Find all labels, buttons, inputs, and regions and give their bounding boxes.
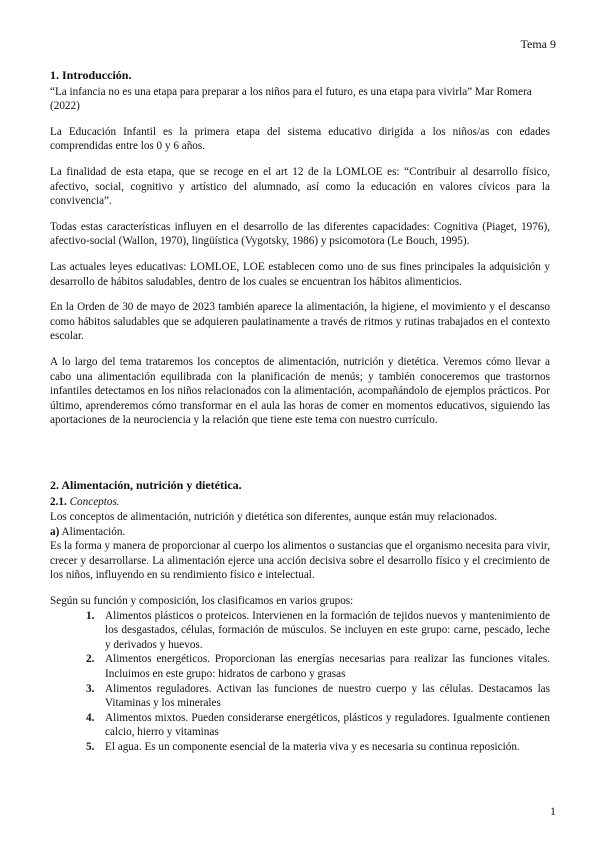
- intro-quote: “La infancia no es una etapa para preparar a los niños para el futuro, es una etapa para vivirla” Mar Romera (2022): [50, 85, 532, 113]
- section-2-heading: 2. Alimentación, nutrición y dietética.: [50, 477, 242, 492]
- list-text: Alimentos reguladores. Activan las funciones de nuestro cuerpo y las células. Destacamos las Vitaminas y los minerales: [105, 682, 550, 710]
- list-item: [50, 652, 550, 681]
- subsection-title: Conceptos.: [69, 496, 120, 509]
- list-number: 3.: [86, 682, 95, 695]
- list-item: [50, 609, 550, 653]
- list-number: 4.: [86, 711, 95, 724]
- document-body: [50, 68, 550, 755]
- page-number: 1: [550, 804, 556, 818]
- subsection-number: 2.1.: [50, 496, 67, 509]
- paragraph-4: Las actuales leyes educativas: LOMLOE, LOE establecen como uno de sus fines principales la adquisición y desarrollo de hábitos saludables, dentro de los cuales se encuentran los hábitos alimenticios.: [50, 260, 550, 288]
- list-text: Alimentos mixtos. Pueden considerarse energéticos, plásticos y reguladores. Igualmente contienen calcio, hierro y vitaminas: [105, 711, 550, 739]
- list-text: El agua. Es un componente esencial de la materia viva y es necesaria su continua reposición.: [105, 740, 520, 753]
- list-item: [50, 711, 550, 740]
- list-number: 1.: [86, 609, 95, 622]
- paragraph-2: La finalidad de esta etapa, que se recoge en el art 12 de la LOMLOE es: “Contribuir al desarrollo físico, afectivo, social, cognitivo y artístico del alumnado, así como la educación en valores cívicos para la convivencia”.: [50, 165, 550, 208]
- list-item: [50, 740, 550, 755]
- page-header-tema: Tema 9: [520, 37, 556, 51]
- list-number: 2.: [86, 653, 95, 666]
- section-2: [50, 478, 550, 755]
- food-groups-list: [50, 609, 550, 755]
- alimentacion-definition: Es la forma y manera de proporcionar al cuerpo los alimentos o sustancias que el organismo necesita para vivir, crecer y desarrollarse. La alimentación ejerce una acción decisiva sobre el desarrollo físico y el crecimiento de los niños, influyendo en su rendimiento físico e intelectual.: [50, 540, 550, 582]
- subsubsection-letter: a): [50, 525, 60, 538]
- paragraph-3: Todas estas características influyen en el desarrollo de las diferentes capacidades: Cognitiva (Piaget, 1976), afectivo-social (Wallon, 1970), lingüística (Vygotsky, 1986) y psicomotora (Le Bouch, 1995).: [50, 220, 550, 248]
- subsubsection-title: Alimentación.: [61, 525, 126, 538]
- list-item: [50, 682, 550, 711]
- section-1-heading: 1. Introducción.: [50, 68, 132, 82]
- subsubsection-a: [50, 525, 550, 540]
- concepts-intro: Los conceptos de alimentación, nutrición y dietética son diferentes, aunque están muy relacionados.: [50, 511, 498, 524]
- paragraph-1: La Educación Infantil es la primera etapa del sistema educativo dirigida a los niños/as con edades comprendidas entre los 0 y 6 años.: [50, 125, 550, 153]
- list-text: Alimentos energéticos. Proporcionan las energías necesarias para realizar las funciones vitales. Incluimos en este grupo: hidratos de carbono y grasas: [105, 653, 550, 680]
- list-number: 5.: [86, 740, 95, 753]
- subsection-2-1: [50, 495, 550, 510]
- paragraph-6: A lo largo del tema trataremos los conceptos de alimentación, nutrición y dietética. Veremos cómo llevar a cabo una alimentación equilibrada con la planificación de menús; y también conoceremos que trastornos infantiles detectamos en los niños relacionados con la alimentación, acompañándolo de ejemplos prácticos. Por último, aprenderemos cómo transformar en el aula las horas de comer en momentos educativos, siguiendo las aportaciones de la neurociencia y la relación que tiene este tema con nuestro currículo.: [50, 355, 550, 427]
- paragraph-5: En la Orden de 30 de mayo de 2023 también aparece la alimentación, la higiene, el movimiento y el descanso como hábitos saludables que se adquieren paulatinamente a través de ritmos y rutinas trabajados en el contexto escolar.: [50, 301, 550, 343]
- list-text: Alimentos plásticos o proteicos. Intervienen en la formación de tejidos nuevos y mantenimiento de los desgastados, células, formación de músculos. Se incluyen en este grupo: carne, pescado, leche y derivados y huevos.: [105, 609, 550, 651]
- groups-intro: Según su función y composición, los clasificamos en varios grupos:: [50, 595, 354, 608]
